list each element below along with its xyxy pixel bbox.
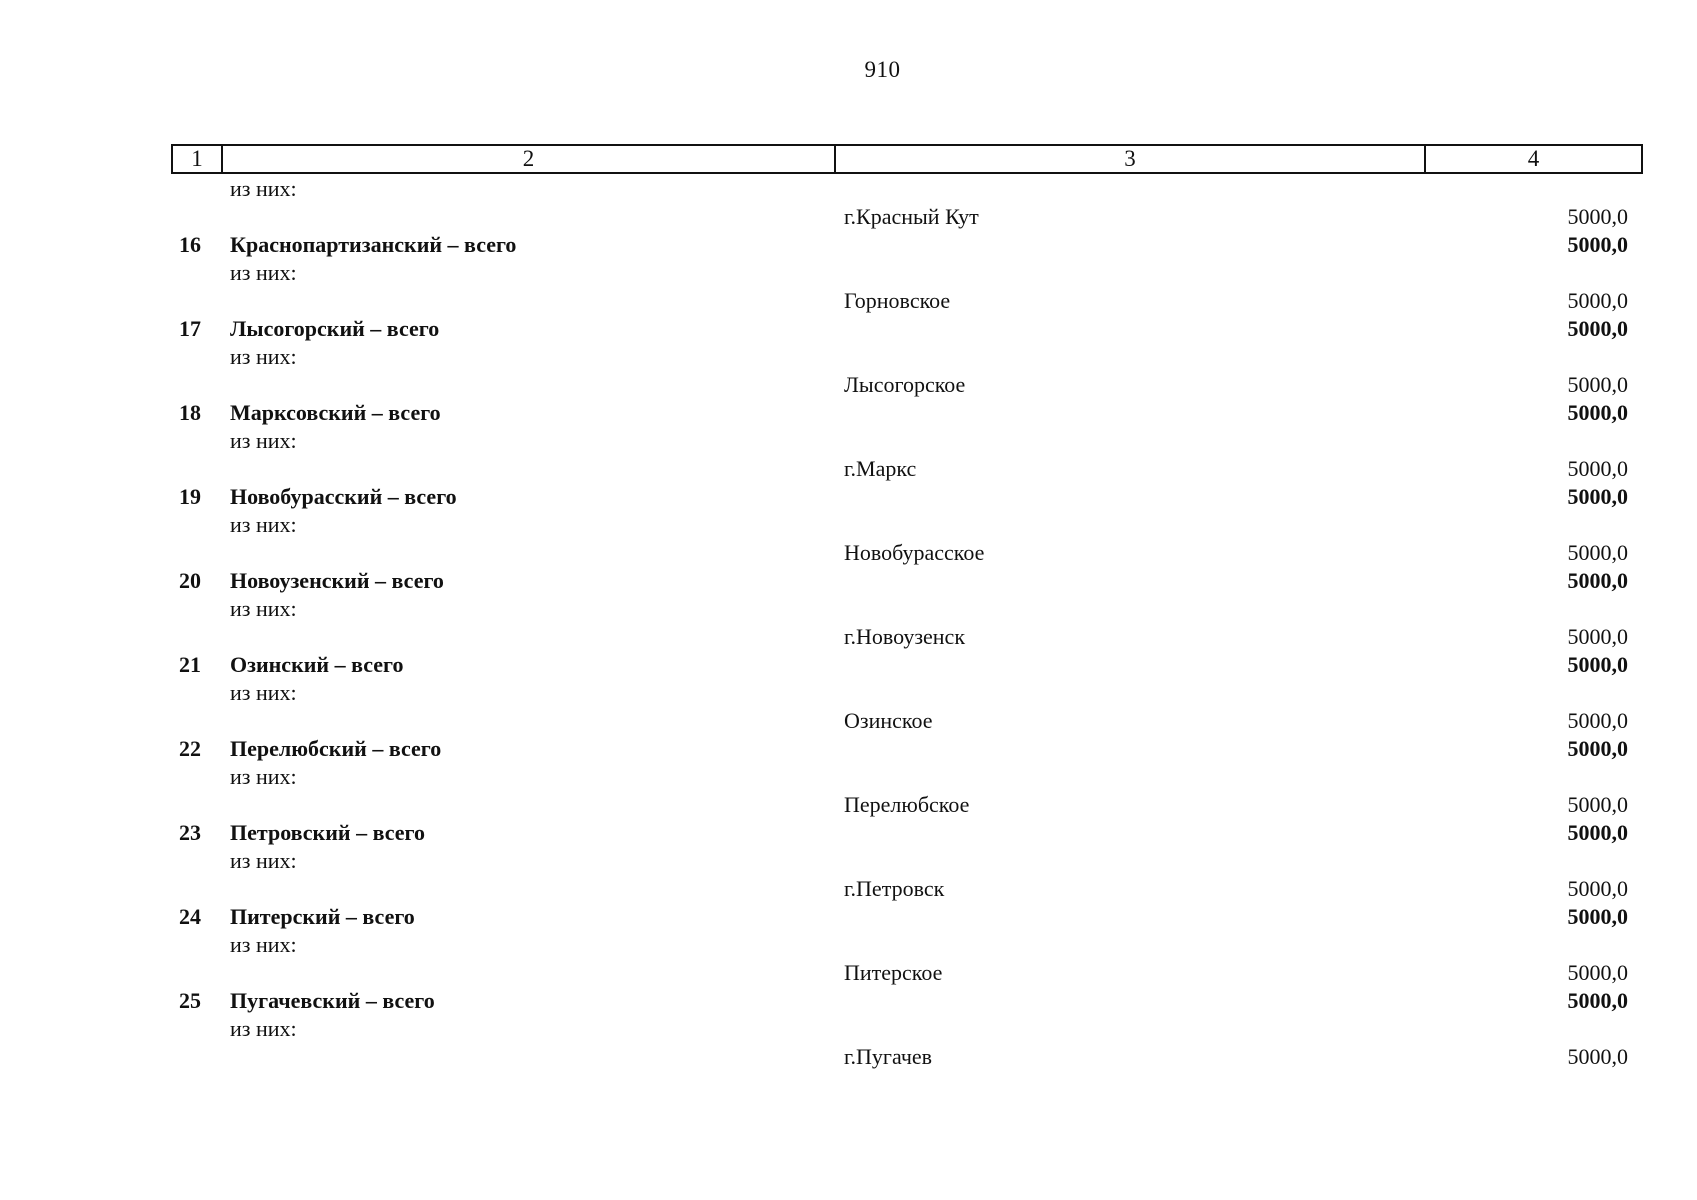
region-row	[171, 315, 1641, 343]
region-name: Перелюбский – всего	[230, 736, 442, 761]
settlement-row	[171, 203, 1641, 231]
region-row	[171, 567, 1641, 595]
settlement-row	[171, 707, 1641, 735]
settlement-name: Лысогорское	[844, 372, 966, 397]
region-name: Новобурасский – всего	[230, 484, 457, 509]
settlement-name: г.Новоузенск	[844, 624, 966, 649]
amount-value: 5000,0	[1567, 372, 1628, 397]
row-number: 18	[179, 400, 201, 425]
region-row	[171, 399, 1641, 427]
subheading-row	[171, 679, 1641, 707]
region-row	[171, 819, 1641, 847]
settlement-name: г.Красный Кут	[844, 204, 979, 229]
region-row	[171, 231, 1641, 259]
subheading-label: из них:	[230, 344, 297, 369]
amount-value: 5000,0	[1567, 456, 1628, 481]
amount-value: 5000,0	[1567, 1044, 1628, 1069]
amount-value: 5000,0	[1567, 708, 1628, 733]
row-number: 24	[179, 904, 201, 929]
subheading-label: из них:	[230, 932, 297, 957]
settlement-name: г.Петровск	[844, 876, 945, 901]
subheading-row	[171, 511, 1641, 539]
subheading-label: из них:	[230, 764, 297, 789]
amount-value: 5000,0	[1567, 904, 1628, 929]
region-name: Петровский – всего	[230, 820, 425, 845]
subheading-label: из них:	[230, 512, 297, 537]
subheading-label: из них:	[230, 260, 297, 285]
column-header-row	[172, 145, 1642, 173]
settlement-name: г.Маркс	[844, 456, 917, 481]
region-name: Лысогорский – всего	[230, 316, 440, 341]
row-number: 21	[179, 652, 201, 677]
subheading-row	[171, 175, 1641, 203]
region-name: Краснопартизанский – всего	[230, 232, 517, 257]
amount-value: 5000,0	[1567, 484, 1628, 509]
row-number: 25	[179, 988, 201, 1013]
column-header-3: 3	[835, 145, 1425, 173]
table-body	[171, 175, 1641, 1071]
region-name: Новоузенский – всего	[230, 568, 444, 593]
region-name: Питерский – всего	[230, 904, 415, 929]
settlement-row	[171, 959, 1641, 987]
region-row	[171, 987, 1641, 1015]
subheading-row	[171, 847, 1641, 875]
subheading-row	[171, 427, 1641, 455]
region-row	[171, 483, 1641, 511]
subheading-row	[171, 343, 1641, 371]
settlement-name: Питерское	[844, 960, 943, 985]
settlement-row	[171, 287, 1641, 315]
amount-value: 5000,0	[1567, 876, 1628, 901]
amount-value: 5000,0	[1567, 820, 1628, 845]
settlement-row	[171, 539, 1641, 567]
amount-value: 5000,0	[1567, 204, 1628, 229]
row-number: 17	[179, 316, 201, 341]
amount-value: 5000,0	[1567, 960, 1628, 985]
settlement-row	[171, 1043, 1641, 1071]
subheading-row	[171, 259, 1641, 287]
amount-value: 5000,0	[1567, 624, 1628, 649]
settlement-name: г.Пугачев	[844, 1044, 933, 1069]
settlement-name: Новобурасское	[844, 540, 985, 565]
column-header-2: 2	[222, 145, 835, 173]
column-header-1: 1	[172, 145, 222, 173]
region-name: Озинский – всего	[230, 652, 404, 677]
amount-value: 5000,0	[1567, 736, 1628, 761]
column-header-4: 4	[1425, 145, 1642, 173]
row-number: 22	[179, 736, 201, 761]
region-row	[171, 735, 1641, 763]
amount-value: 5000,0	[1567, 792, 1628, 817]
settlement-name: Перелюбское	[844, 792, 970, 817]
subheading-row	[171, 763, 1641, 791]
amount-value: 5000,0	[1567, 988, 1628, 1013]
amount-value: 5000,0	[1567, 568, 1628, 593]
settlement-row	[171, 623, 1641, 651]
settlement-row	[171, 371, 1641, 399]
row-number: 23	[179, 820, 201, 845]
subheading-row	[171, 931, 1641, 959]
settlement-row	[171, 875, 1641, 903]
amount-value: 5000,0	[1567, 316, 1628, 341]
subheading-label: из них:	[230, 596, 297, 621]
region-row	[171, 903, 1641, 931]
column-header-table	[171, 144, 1643, 174]
region-name: Марксовский – всего	[230, 400, 441, 425]
amount-value: 5000,0	[1567, 540, 1628, 565]
settlement-name: Озинское	[844, 708, 933, 733]
row-number: 20	[179, 568, 201, 593]
amount-value: 5000,0	[1567, 652, 1628, 677]
subheading-label: из них:	[230, 848, 297, 873]
subheading-label: из них:	[230, 680, 297, 705]
amount-value: 5000,0	[1567, 288, 1628, 313]
subheading-row	[171, 595, 1641, 623]
region-row	[171, 651, 1641, 679]
row-number: 16	[179, 232, 201, 257]
settlement-row	[171, 791, 1641, 819]
settlement-row	[171, 455, 1641, 483]
amount-value: 5000,0	[1567, 400, 1628, 425]
settlement-name: Горновское	[844, 288, 951, 313]
row-number: 19	[179, 484, 201, 509]
subheading-label: из них:	[230, 428, 297, 453]
region-name: Пугачевский – всего	[230, 988, 435, 1013]
page-number: 910	[864, 57, 901, 82]
amount-value: 5000,0	[1567, 232, 1628, 257]
subheading-label: из них:	[230, 176, 297, 201]
subheading-row	[171, 1015, 1641, 1043]
subheading-label: из них:	[230, 1016, 297, 1041]
